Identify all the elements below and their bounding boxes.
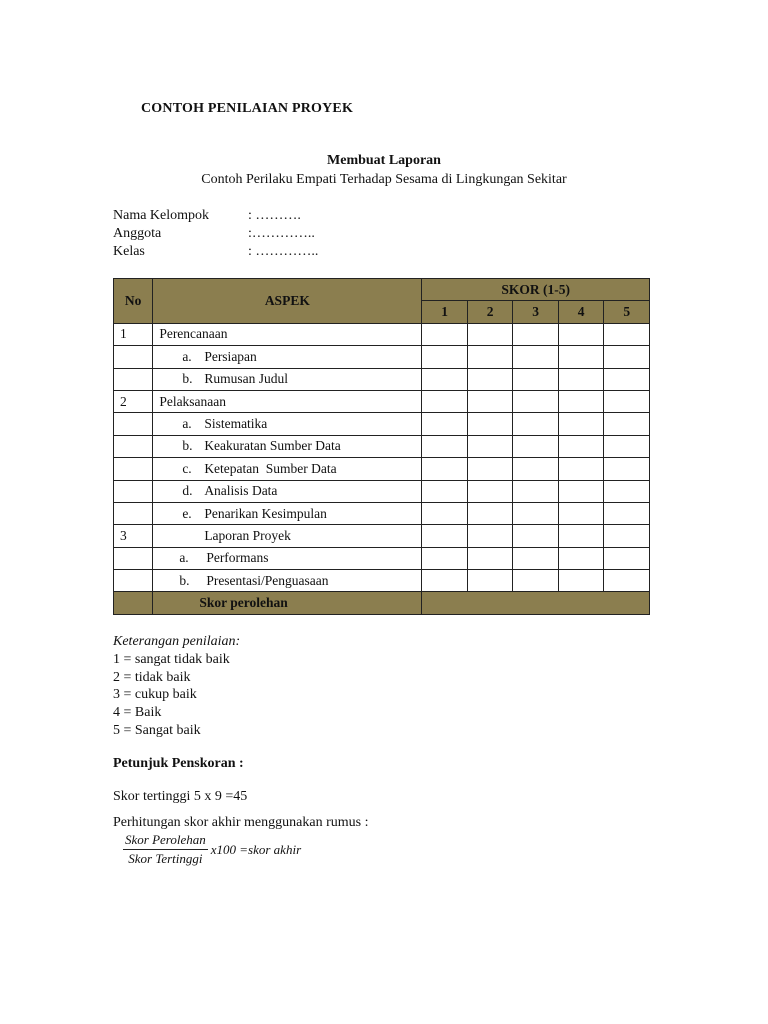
score-cell-3[interactable]	[513, 502, 559, 524]
info-label: Kelas	[113, 244, 145, 259]
legend	[113, 633, 240, 740]
formula-fraction	[123, 832, 208, 867]
score-cell-2[interactable]	[467, 413, 513, 435]
table-row	[114, 323, 650, 345]
score-cell-3[interactable]	[513, 413, 559, 435]
score-cell-2[interactable]	[467, 480, 513, 502]
header-no: No	[114, 279, 153, 324]
score-cell-2[interactable]	[467, 435, 513, 457]
score-cell-4[interactable]	[558, 547, 604, 569]
score-cell-1[interactable]	[422, 435, 468, 457]
row-number	[114, 458, 153, 480]
score-cell-1[interactable]	[422, 570, 468, 592]
score-cell-2[interactable]	[467, 346, 513, 368]
score-cell-5[interactable]	[604, 435, 650, 457]
aspek-label: Sistematika	[204, 416, 268, 432]
score-cell-5[interactable]	[604, 346, 650, 368]
footer-score-cell	[422, 592, 650, 614]
table-row	[114, 570, 650, 592]
row-number	[114, 368, 153, 390]
legend-item: 4 = Baik	[113, 705, 162, 721]
score-cell-5[interactable]	[604, 502, 650, 524]
aspek-label: Ketepatan Sumber Data	[204, 460, 337, 476]
row-aspek	[153, 390, 422, 412]
row-number	[114, 413, 153, 435]
table-row	[114, 525, 650, 547]
score-formula	[123, 832, 301, 867]
aspek-text	[159, 349, 256, 364]
footer-empty-cell	[114, 592, 153, 614]
row-aspek	[153, 368, 422, 390]
row-number	[114, 570, 153, 592]
score-cell-2[interactable]	[467, 368, 513, 390]
score-cell-3[interactable]	[513, 458, 559, 480]
aspek-label: Persiapan	[204, 348, 257, 364]
aspek-label: Keakuratan Sumber Data	[204, 438, 341, 454]
score-cell-3[interactable]	[513, 368, 559, 390]
row-aspek	[153, 547, 422, 569]
score-cell-5[interactable]	[604, 323, 650, 345]
calculation-text: Perhitungan skor akhir menggunakan rumus :	[113, 815, 369, 830]
row-number	[114, 480, 153, 502]
score-cell-4[interactable]	[558, 390, 604, 412]
aspek-text	[159, 483, 277, 498]
score-col-header: 1	[422, 301, 468, 323]
row-number	[114, 346, 153, 368]
row-aspek	[153, 435, 422, 457]
aspek-text	[159, 371, 288, 386]
score-cell-4[interactable]	[558, 323, 604, 345]
info-label: Nama Kelompok	[113, 208, 210, 223]
assessment-table	[113, 278, 650, 615]
row-aspek	[153, 502, 422, 524]
score-cell-4[interactable]	[558, 502, 604, 524]
row-number: 3	[114, 525, 153, 547]
score-cell-3[interactable]	[513, 525, 559, 547]
row-aspek	[153, 480, 422, 502]
score-cell-2[interactable]	[467, 525, 513, 547]
aspek-label: Pelaksanaan	[159, 393, 227, 409]
score-cell-1[interactable]	[422, 547, 468, 569]
table-row	[114, 502, 650, 524]
table-row	[114, 480, 650, 502]
aspek-letter: a.	[182, 348, 192, 364]
row-aspek	[153, 458, 422, 480]
score-cell-5[interactable]	[604, 413, 650, 435]
aspek-text	[159, 416, 267, 431]
row-aspek	[153, 323, 422, 345]
header-skor: SKOR (1-5)	[422, 279, 650, 301]
table-row	[114, 368, 650, 390]
row-number: 1	[114, 323, 153, 345]
scoring-heading: Petunjuk Penskoran :	[113, 756, 244, 771]
legend-item: 5 = Sangat baik	[113, 722, 201, 738]
table-row	[114, 458, 650, 480]
header-aspek: ASPEK	[153, 279, 422, 324]
score-cell-2[interactable]	[467, 502, 513, 524]
score-cell-1[interactable]	[422, 368, 468, 390]
info-value: : …………..	[248, 244, 319, 259]
legend-title: Keterangan penilaian:	[113, 634, 241, 649]
aspek-letter: c.	[182, 460, 192, 476]
score-cell-3[interactable]	[513, 570, 559, 592]
score-cell-5[interactable]	[604, 368, 650, 390]
score-cell-5[interactable]	[604, 458, 650, 480]
info-value: : ……….	[248, 208, 301, 223]
score-cell-1[interactable]	[422, 346, 468, 368]
score-cell-3[interactable]	[513, 390, 559, 412]
score-cell-4[interactable]	[558, 413, 604, 435]
row-number	[114, 435, 153, 457]
section-subtitle: Contoh Perilaku Empati Terhadap Sesama di Lingkungan Sekitar	[201, 172, 567, 187]
info-row-anggota	[113, 225, 318, 243]
row-aspek	[153, 413, 422, 435]
table-footer-row	[114, 592, 650, 614]
score-cell-1[interactable]	[422, 413, 468, 435]
aspek-letter: b.	[182, 438, 193, 454]
score-cell-4[interactable]	[558, 435, 604, 457]
legend-item: 1 = sangat tidak baik	[113, 651, 230, 667]
score-col-header: 5	[604, 301, 650, 323]
score-cell-2[interactable]	[467, 323, 513, 345]
score-cell-5[interactable]	[604, 525, 650, 547]
score-cell-2[interactable]	[467, 458, 513, 480]
formula-numerator: Skor Perolehan	[123, 832, 208, 850]
aspek-letter: d.	[182, 483, 193, 499]
score-col-header: 4	[558, 301, 604, 323]
aspek-letter: a.	[182, 416, 192, 432]
score-cell-3[interactable]	[513, 323, 559, 345]
score-cell-5[interactable]	[604, 570, 650, 592]
score-col-header: 2	[467, 301, 513, 323]
aspek-text	[159, 506, 327, 521]
score-cell-5[interactable]	[604, 480, 650, 502]
score-cell-1[interactable]	[422, 502, 468, 524]
row-aspek	[153, 525, 422, 547]
score-cell-2[interactable]	[467, 390, 513, 412]
formula-denominator: Skor Tertinggi	[128, 851, 203, 866]
score-cell-3[interactable]	[513, 435, 559, 457]
table-row	[114, 390, 650, 412]
score-cell-2[interactable]	[467, 570, 513, 592]
aspek-text	[159, 438, 340, 453]
info-label: Anggota	[113, 226, 162, 241]
score-cell-4[interactable]	[558, 480, 604, 502]
score-cell-4[interactable]	[558, 570, 604, 592]
row-number: 2	[114, 390, 153, 412]
score-cell-3[interactable]	[513, 480, 559, 502]
aspek-letter: e.	[182, 505, 192, 521]
aspek-label: Presentasi/Penguasaan	[206, 572, 329, 588]
score-cell-4[interactable]	[558, 368, 604, 390]
group-info	[113, 207, 318, 261]
aspek-label: Laporan Proyek	[204, 527, 291, 543]
max-score-text: Skor tertinggi 5 x 9 =45	[113, 789, 248, 804]
formula-result: x100 =skor akhir	[210, 841, 302, 857]
score-cell-4[interactable]	[558, 525, 604, 547]
document-title: CONTOH PENILAIAN PROYEK	[141, 101, 354, 116]
table-row	[114, 346, 650, 368]
aspek-text	[159, 461, 336, 476]
score-cell-3[interactable]	[513, 346, 559, 368]
aspek-text	[159, 528, 291, 543]
aspek-label: Rumusan Judul	[204, 371, 288, 387]
score-cell-1[interactable]	[422, 390, 468, 412]
aspek-text	[159, 326, 227, 341]
table-row	[114, 547, 650, 569]
footer-label-cell	[153, 592, 422, 614]
aspek-label: Penarikan Kesimpulan	[204, 505, 327, 521]
info-value: :…………..	[248, 226, 315, 241]
score-cell-4[interactable]	[558, 346, 604, 368]
aspek-letter: b.	[182, 371, 193, 387]
aspek-text	[159, 394, 226, 409]
info-row-nama-kelompok	[113, 207, 318, 225]
aspek-label: Performans	[206, 550, 269, 566]
score-col-header: 3	[513, 301, 559, 323]
score-cell-4[interactable]	[558, 458, 604, 480]
legend-item: 2 = tidak baik	[113, 669, 191, 685]
table-row	[114, 413, 650, 435]
score-cell-5[interactable]	[604, 390, 650, 412]
row-aspek	[153, 570, 422, 592]
score-cell-2[interactable]	[467, 547, 513, 569]
legend-item: 3 = cukup baik	[113, 687, 197, 703]
row-number	[114, 547, 153, 569]
score-cell-1[interactable]	[422, 525, 468, 547]
footer-label: Skor perolehan	[199, 595, 288, 611]
score-cell-1[interactable]	[422, 480, 468, 502]
score-cell-5[interactable]	[604, 547, 650, 569]
aspek-label: Perencanaan	[159, 326, 228, 342]
row-number	[114, 502, 153, 524]
row-aspek	[153, 346, 422, 368]
score-cell-1[interactable]	[422, 323, 468, 345]
aspek-text	[159, 573, 328, 588]
aspek-letter: a.	[179, 550, 189, 566]
score-cell-3[interactable]	[513, 547, 559, 569]
section-title: Membuat Laporan	[327, 153, 441, 168]
score-cell-1[interactable]	[422, 458, 468, 480]
table-row	[114, 435, 650, 457]
info-row-kelas	[113, 243, 318, 261]
aspek-letter: b.	[179, 572, 190, 588]
aspek-text	[159, 550, 268, 565]
aspek-label: Analisis Data	[204, 483, 278, 499]
